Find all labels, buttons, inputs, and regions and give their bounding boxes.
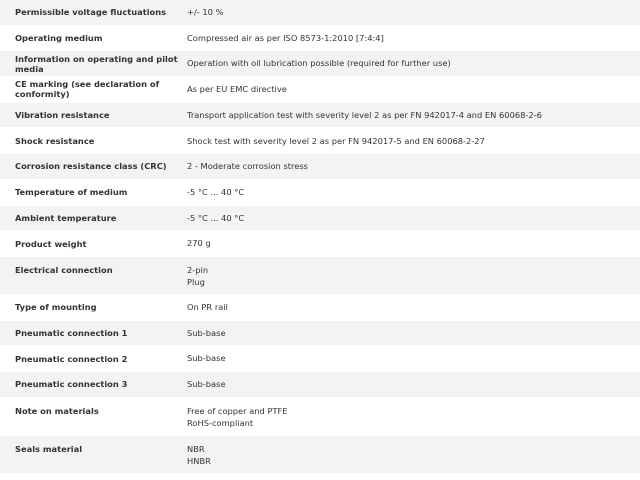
spec-label: Product weight [15, 238, 87, 249]
spec-value [187, 405, 640, 430]
spec-value [187, 6, 640, 19]
spec-value-line: NBR [187, 443, 205, 454]
spec-row-shock-resistance [0, 128, 640, 154]
spec-value-line: Operation with oil lubrication possible (required for further use) [187, 58, 451, 69]
spec-label: Pneumatic connection 3 [15, 379, 128, 390]
spec-label: CE marking (see declaration of conformity) [15, 79, 160, 100]
spec-value [187, 32, 640, 45]
spec-label: Information on operating and pilot media [15, 53, 178, 74]
spec-value-line: On PR rail [187, 301, 228, 312]
spec-label: Electrical connection [15, 264, 113, 275]
spec-row-pneumatic-connection-2 [0, 346, 640, 372]
spec-row-product-weight [0, 231, 640, 257]
spec-value [187, 327, 640, 340]
spec-value-line: Compressed air as per ISO 8573-1:2010 [7:4:4] [187, 32, 384, 43]
spec-value [187, 443, 640, 468]
spec-value [187, 109, 640, 122]
spec-value [187, 264, 640, 289]
spec-value-line: RoHS-compliant [187, 418, 254, 429]
spec-row-pneumatic-connection-1 [0, 321, 640, 347]
spec-value-line: Free of copper and PTFE [187, 405, 288, 416]
spec-value-line: HNBR [187, 456, 211, 467]
spec-value-line: Sub-base [187, 353, 226, 364]
spec-row-corrosion-resistance-class [0, 154, 640, 180]
spec-value-line: Shock test with severity level 2 as per FN 942017-5 and EN 60068-2-27 [187, 135, 485, 146]
spec-value [187, 212, 640, 225]
spec-row-seals-material [0, 436, 640, 474]
spec-value-line: Transport application test with severity level 2 as per FN 942017-4 and EN 60068-2-6 [187, 109, 542, 120]
spec-label: Operating medium [15, 33, 103, 44]
spec-value [187, 186, 640, 199]
spec-value [187, 83, 640, 96]
spec-row-pneumatic-connection-3 [0, 372, 640, 398]
spec-value [187, 160, 640, 173]
spec-row-permissible-voltage-fluctuations [0, 0, 640, 26]
spec-row-note-on-materials [0, 398, 640, 436]
spec-row-operating-pilot-media-info [0, 51, 640, 77]
spec-label: Pneumatic connection 1 [15, 327, 128, 338]
spec-row-electrical-connection [0, 257, 640, 295]
spec-label: Temperature of medium [15, 187, 128, 198]
spec-label: Type of mounting [15, 302, 97, 313]
spec-value [187, 352, 640, 365]
spec-label: Note on materials [15, 405, 99, 416]
spec-value-line: Sub-base [187, 379, 226, 390]
spec-value [187, 237, 640, 250]
spec-value [187, 378, 640, 391]
spec-row-operating-medium [0, 26, 640, 52]
spec-value-line: Sub-base [187, 327, 226, 338]
spec-value-line: 2-pin [187, 264, 209, 275]
spec-value-line: 270 g [187, 238, 211, 249]
spec-row-vibration-resistance [0, 103, 640, 129]
spec-value-line: -5 °C ... 40 °C [187, 212, 245, 223]
spec-value-line: +/- 10 % [187, 7, 224, 18]
spec-value-line: 2 - Moderate corrosion stress [187, 161, 309, 172]
spec-value [187, 135, 640, 148]
spec-label: Pneumatic connection 2 [15, 353, 128, 364]
spec-row-ce-marking [0, 77, 640, 103]
spec-row-temperature-of-medium [0, 180, 640, 206]
spec-label: Corrosion resistance class (CRC) [15, 161, 167, 172]
spec-row-type-of-mounting [0, 295, 640, 321]
spec-label: Seals material [15, 443, 83, 454]
spec-value-line: Plug [187, 277, 205, 288]
spec-label: Shock resistance [15, 135, 95, 146]
spec-value [187, 57, 640, 70]
spec-label: Vibration resistance [15, 110, 110, 121]
spec-value-line: -5 °C ... 40 °C [187, 186, 245, 197]
spec-label: Permissible voltage fluctuations [15, 7, 167, 18]
spec-row-ambient-temperature [0, 206, 640, 232]
spec-value-line: As per EU EMC directive [187, 84, 287, 95]
spec-value [187, 301, 640, 314]
spec-label: Ambient temperature [15, 212, 117, 223]
